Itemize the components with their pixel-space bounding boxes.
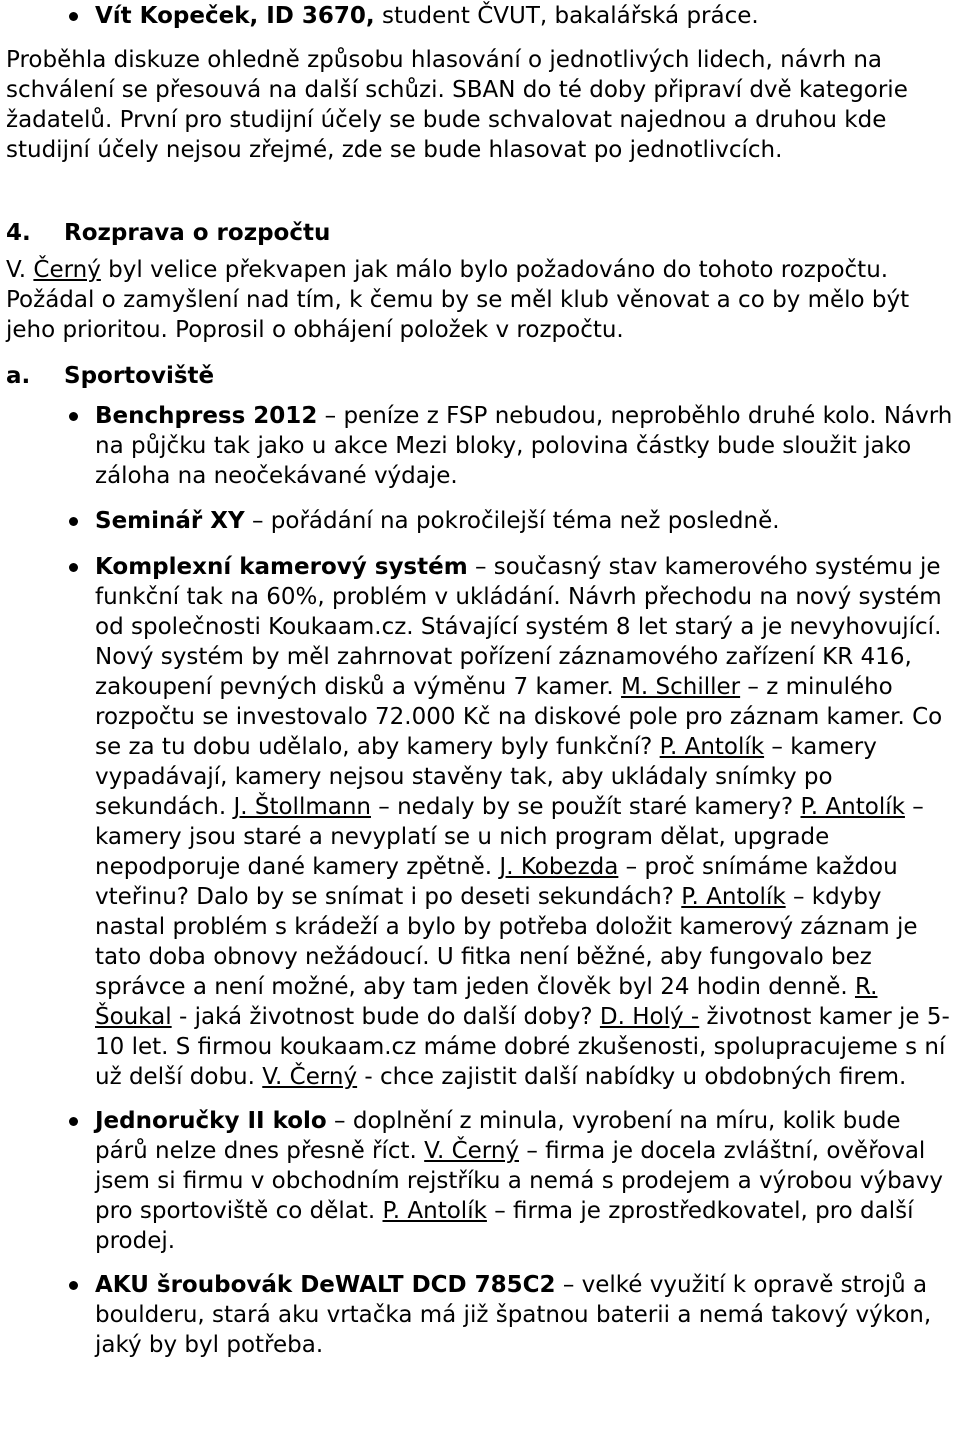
subsection-letter: a. (6, 363, 31, 389)
list-item-screwdriver (6, 1270, 954, 1360)
item-title: Seminář XY (95, 508, 245, 534)
speaker-name: J. Štollmann (233, 794, 371, 820)
budget-paragraph (6, 255, 954, 345)
item-text: - jaká životnost bude do další doby? (171, 1004, 600, 1030)
subsection-title: Sportoviště (64, 363, 215, 389)
speaker-name: V. Černý (262, 1064, 358, 1090)
list-item-camera-system (6, 552, 954, 1092)
text-run: V. (6, 257, 34, 283)
speaker-name: P. Antolík (681, 884, 786, 910)
item-title: Benchpress 2012 (95, 403, 318, 429)
list-item-dumbbells (6, 1106, 954, 1256)
item-text: – kdyby nastal problém s krádeží a bylo by potřeba doložit kamerový záznam je tato doba obnovy nežádoucí. U fitka není běžné, aby fungovalo bez správce a není možné, aby tam jeden člověk byl 24 hodin denně. (95, 884, 918, 1000)
item-text: - chce zajistit další nabídky u obdobných firem. (357, 1064, 907, 1090)
text-run: byl velice překvapen jak málo bylo požadováno do tohoto rozpočtu. Požádal o zamyšlení nad tím, k čemu by se měl klub věnovat a co by mělo být jeho prioritou. Poprosil o obhájení položek v rozpočtu. (6, 257, 910, 343)
item-text: – proč snímáme každou vteřinu? Dalo by se snímat i po deseti sekundách? (95, 854, 898, 910)
speaker-name: V. Černý (424, 1138, 520, 1164)
speaker-name: M. Schiller (621, 674, 741, 700)
section-number: 4. (6, 220, 31, 246)
item-title: AKU šroubovák DeWALT DCD 785C2 (95, 1272, 556, 1298)
item-text: – peníze z FSP nebudou, neproběhlo druhé kolo. Návrh na půjčku tak jako u akce Mezi bloky, polovina částky bude sloužit jako záloha na neočekávané výdaje. (95, 403, 953, 489)
section-title: Rozprava o rozpočtu (64, 220, 331, 246)
speaker-name: P. Antolík (382, 1198, 487, 1224)
speaker-name: P. Antolík (800, 794, 905, 820)
item-text: – firma je zprostředkovatel, pro další prodej. (95, 1198, 914, 1254)
speaker-name: J. Kobezda (499, 854, 619, 880)
item-text: – kamery vypadávají, kamery nejsou stavěny tak, aby ukládaly snímky po sekundách. (95, 734, 877, 820)
speaker-name: P. Antolík (659, 734, 765, 760)
applicant-name: Vít Kopeček, ID 3670, (95, 3, 375, 29)
item-text: – současný stav kamerového systému je funkční tak na 60%, problém v ukládání. Návrh přechodu na nový systém od společnosti Koukaam.cz. Stávající systém 8 let starý a je nevyhovující. Nový systém by měl zahrnovat pořízení záznamového zařízení KR 416, zakoupení pevných disků a výměnu 7 kamer. (95, 554, 942, 700)
document-page (0, 1, 960, 1360)
item-text: – doplnění z minula, vyrobení na míru, kolik bude párů nelze dnes přesně říct. (95, 1108, 901, 1164)
item-text: – pořádání na pokročilejší téma než posledně. (244, 508, 780, 534)
item-title: Jednoručky II kolo (95, 1108, 327, 1134)
item-text: životnost kamer je 5-10 let. S firmou koukaam.cz máme dobré zkušenosti, spolupracujeme s ní už delší dobu. (95, 1004, 950, 1090)
item-text: – firma je docela zvláštní, ověřoval jsem si firmu v obchodním rejstříku a nemá s prodejem a výrobou výbavy pro sportoviště co dělat. (95, 1138, 943, 1224)
item-title: Komplexní kamerový systém (95, 554, 468, 580)
speaker-name: D. Holý - (599, 1004, 700, 1030)
section-heading-4 (6, 218, 954, 248)
item-text: – z minulého rozpočtu se investovalo 72.000 Kč na diskové pole pro záznam kamer. Co se za tu dobu udělalo, aby kamery byly funkční? (95, 674, 943, 760)
subsection-heading-a (6, 361, 954, 391)
item-text: – velké využití k opravě strojů a boulderu, stará aku vrtačka má již špatnou baterii a nemá takový výkon, jaký by byl potřeba. (95, 1272, 932, 1358)
applicant-details: student ČVUT, bakalářská práce. (374, 3, 759, 29)
item-text: – kamery jsou staré a nevyplatí se u nich program dělat, upgrade nepodporuje dané kamery zpětně. (95, 794, 924, 880)
discussion-paragraph: Proběhla diskuze ohledně způsobu hlasování o jednotlivých lidech, návrh na schválení se přesouvá na další schůzi. SBAN do té doby připraví dvě kategorie žadatelů. První pro studijní účely se bude schvalovat najednou a druhou kde studijní účely nejsou zřejmé, zde se bude hlasovat po jednotlivcích. (6, 47, 908, 163)
speaker-name: R. Šoukal (95, 974, 878, 1030)
speaker-name: Černý (33, 257, 101, 283)
item-text: – nedaly by se použít staré kamery? (370, 794, 801, 820)
list-item-benchpress (6, 401, 954, 491)
bullet-item-kopecek (6, 1, 954, 31)
list-item-seminar (6, 506, 954, 536)
